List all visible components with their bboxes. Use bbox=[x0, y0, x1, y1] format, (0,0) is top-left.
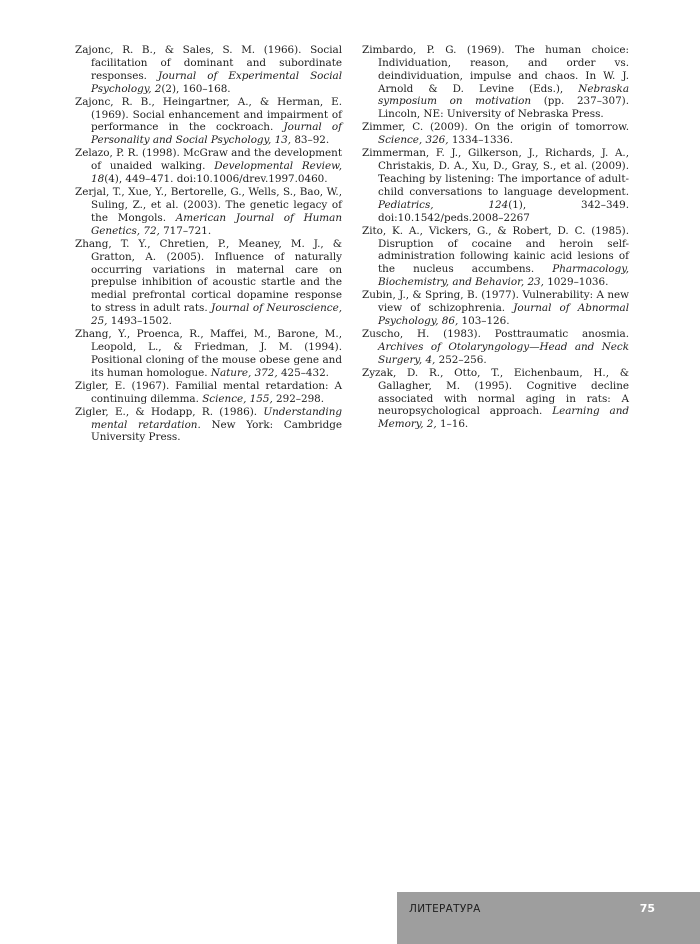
reference-text: 1334–1336. bbox=[448, 134, 514, 147]
reference-entry bbox=[75, 238, 342, 328]
reference-entry bbox=[362, 225, 629, 289]
reference-entry bbox=[75, 328, 342, 379]
section-label: ЛИТЕРАТУРА bbox=[409, 903, 481, 915]
reference-text: Zelazo, P. R. (1998). McGraw and the development of unaided walking. bbox=[75, 147, 342, 173]
reference-source-italic: Understanding mental retardation bbox=[91, 405, 342, 431]
reference-source-italic: Nature, 372, bbox=[210, 366, 278, 379]
reference-text: 83–92. bbox=[291, 134, 330, 147]
reference-text: (1), 342–349. doi:10.1542/peds.2008–2267 bbox=[378, 198, 629, 224]
reference-text: Zimbardo, P. G. (1969). The human choice: Individuation, reason, and order vs. deindividuation, impulse and chaos. In W. J. Arnold & D. Levine (Eds.), bbox=[362, 44, 629, 95]
reference-text: Zyzak, D. R., Otto, T., Eichenbaum, H., & Gallagher, M. (1995). Cognitive decline associated with normal aging in rats: A neuropsychological approach. bbox=[362, 366, 629, 418]
reference-source-italic: Archives of Otolaryngology—Head and Neck Surgery, 4, bbox=[378, 340, 629, 366]
reference-source-italic: Science, 326, bbox=[378, 134, 449, 147]
reference-text: (pp. 237–307). Lincoln, NE: University of Nebraska Press. bbox=[378, 95, 629, 121]
reference-source-italic: American Journal of Human Genetics, 72, bbox=[91, 211, 342, 237]
reference-text: Zimmerman, F. J., Gilkerson, J., Richards, J. A., Christakis, D. A., Xu, D., Gray, S., et al. (2009). Teaching by listening: The importance of adult-child conversations to language development. bbox=[362, 147, 629, 198]
reference-entry bbox=[75, 96, 342, 147]
reference-text: Zhang, T. Y., Chretien, P., Meaney, M. J., & Gratton, A. (2005). Influence of naturally occurring variations in maternal care on prepulse inhibition of acoustic startle and the medial prefrontal cortical dopamine response to stress in adult rats. bbox=[75, 237, 342, 315]
reference-source-italic: Science, 155, bbox=[202, 392, 273, 405]
reference-text: Zimmer, C. (2009). On the origin of tomorrow. bbox=[362, 121, 629, 134]
reference-entry bbox=[362, 44, 629, 121]
reference-text: 292–298. bbox=[272, 392, 325, 405]
reference-text: Zubin, J., & Spring, B. (1977). Vulnerability: A new view of schizophrenia. bbox=[362, 289, 629, 315]
reference-text: Zigler, E. (1967). Familial mental retardation: A continuing dilemma. bbox=[75, 379, 342, 405]
reference-source-italic: Pediatrics, 124 bbox=[378, 198, 509, 211]
reference-source-italic: Learning and Memory, 2, bbox=[378, 405, 630, 431]
reference-entry bbox=[362, 328, 629, 367]
reference-column-right bbox=[362, 44, 629, 431]
reference-entry bbox=[362, 289, 629, 328]
reference-text: 425–432. bbox=[277, 366, 329, 379]
reference-source-italic: Journal of Experimental Social Psychology, 2 bbox=[91, 69, 342, 95]
reference-text: Zajonc, R. B., Heingartner, A., & Herman, E. (1969). Social enhancement and impairment of performance in the cockroach. bbox=[75, 95, 342, 134]
page-number: 75 bbox=[639, 902, 655, 915]
reference-entry bbox=[75, 406, 342, 445]
reference-source-italic: Pharmacology, Biochemistry, and Behavior, 23, bbox=[378, 263, 629, 289]
reference-source-italic: Journal of Neuroscience, 25, bbox=[91, 302, 342, 327]
reference-text: 1–16. bbox=[436, 418, 469, 431]
reference-text: Zerjal, T., Xue, Y., Bertorelle, G., Wells, S., Bao, W., Suling, Z., et al. (2003). The genetic legacy of the Mongols. bbox=[75, 186, 342, 224]
footer-band bbox=[397, 892, 700, 944]
reference-text: 1493–1502. bbox=[107, 314, 172, 327]
reference-entry bbox=[75, 147, 342, 186]
reference-text: . New York: Cambridge University Press. bbox=[91, 418, 342, 444]
reference-entry bbox=[362, 121, 629, 147]
reference-entry bbox=[75, 186, 342, 237]
reference-source-italic: Journal of Abnormal Psychology, 86, bbox=[378, 302, 630, 327]
reference-entry bbox=[362, 367, 629, 431]
reference-text: 717–721. bbox=[159, 224, 212, 237]
reference-text: 1029–1036. bbox=[543, 276, 609, 289]
reference-text: Zajonc, R. B., & Sales, S. M. (1966). Social facilitation of dominant and subordinate responses. bbox=[75, 44, 342, 82]
reference-source-italic: Journal of Personality and Social Psychology, 13, bbox=[91, 121, 342, 147]
reference-entry bbox=[362, 147, 629, 224]
reference-text: 103–126. bbox=[458, 314, 510, 327]
reference-text: (2), 160–168. bbox=[161, 82, 231, 95]
reference-text: 252–256. bbox=[435, 353, 487, 366]
reference-source-italic: Nebraska symposium on motivation bbox=[378, 82, 629, 108]
reference-text: Zigler, E., & Hodapp, R. (1986). bbox=[75, 405, 264, 418]
reference-text: (4), 449–471. doi:10.1006/drev.1997.0460. bbox=[104, 173, 328, 186]
reference-text: Zhang, Y., Proenca, R., Maffei, M., Barone, M., Leopold, L., & Friedman, J. M. (1994). Positional cloning of the mouse obese gene and its human homologue. bbox=[75, 328, 342, 379]
reference-column-left bbox=[75, 44, 342, 445]
reference-text: Zito, K. A., Vickers, G., & Robert, D. C. (1985). Disruption of cocaine and heroin self-administration following kainic acid lesions of the nucleus accumbens. bbox=[362, 224, 629, 276]
reference-entry bbox=[75, 44, 342, 95]
reference-source-italic: Developmental Review, 18 bbox=[91, 160, 342, 186]
reference-text: Zuscho, H. (1983). Posttraumatic anosmia. bbox=[362, 328, 629, 341]
reference-entry bbox=[75, 380, 342, 406]
